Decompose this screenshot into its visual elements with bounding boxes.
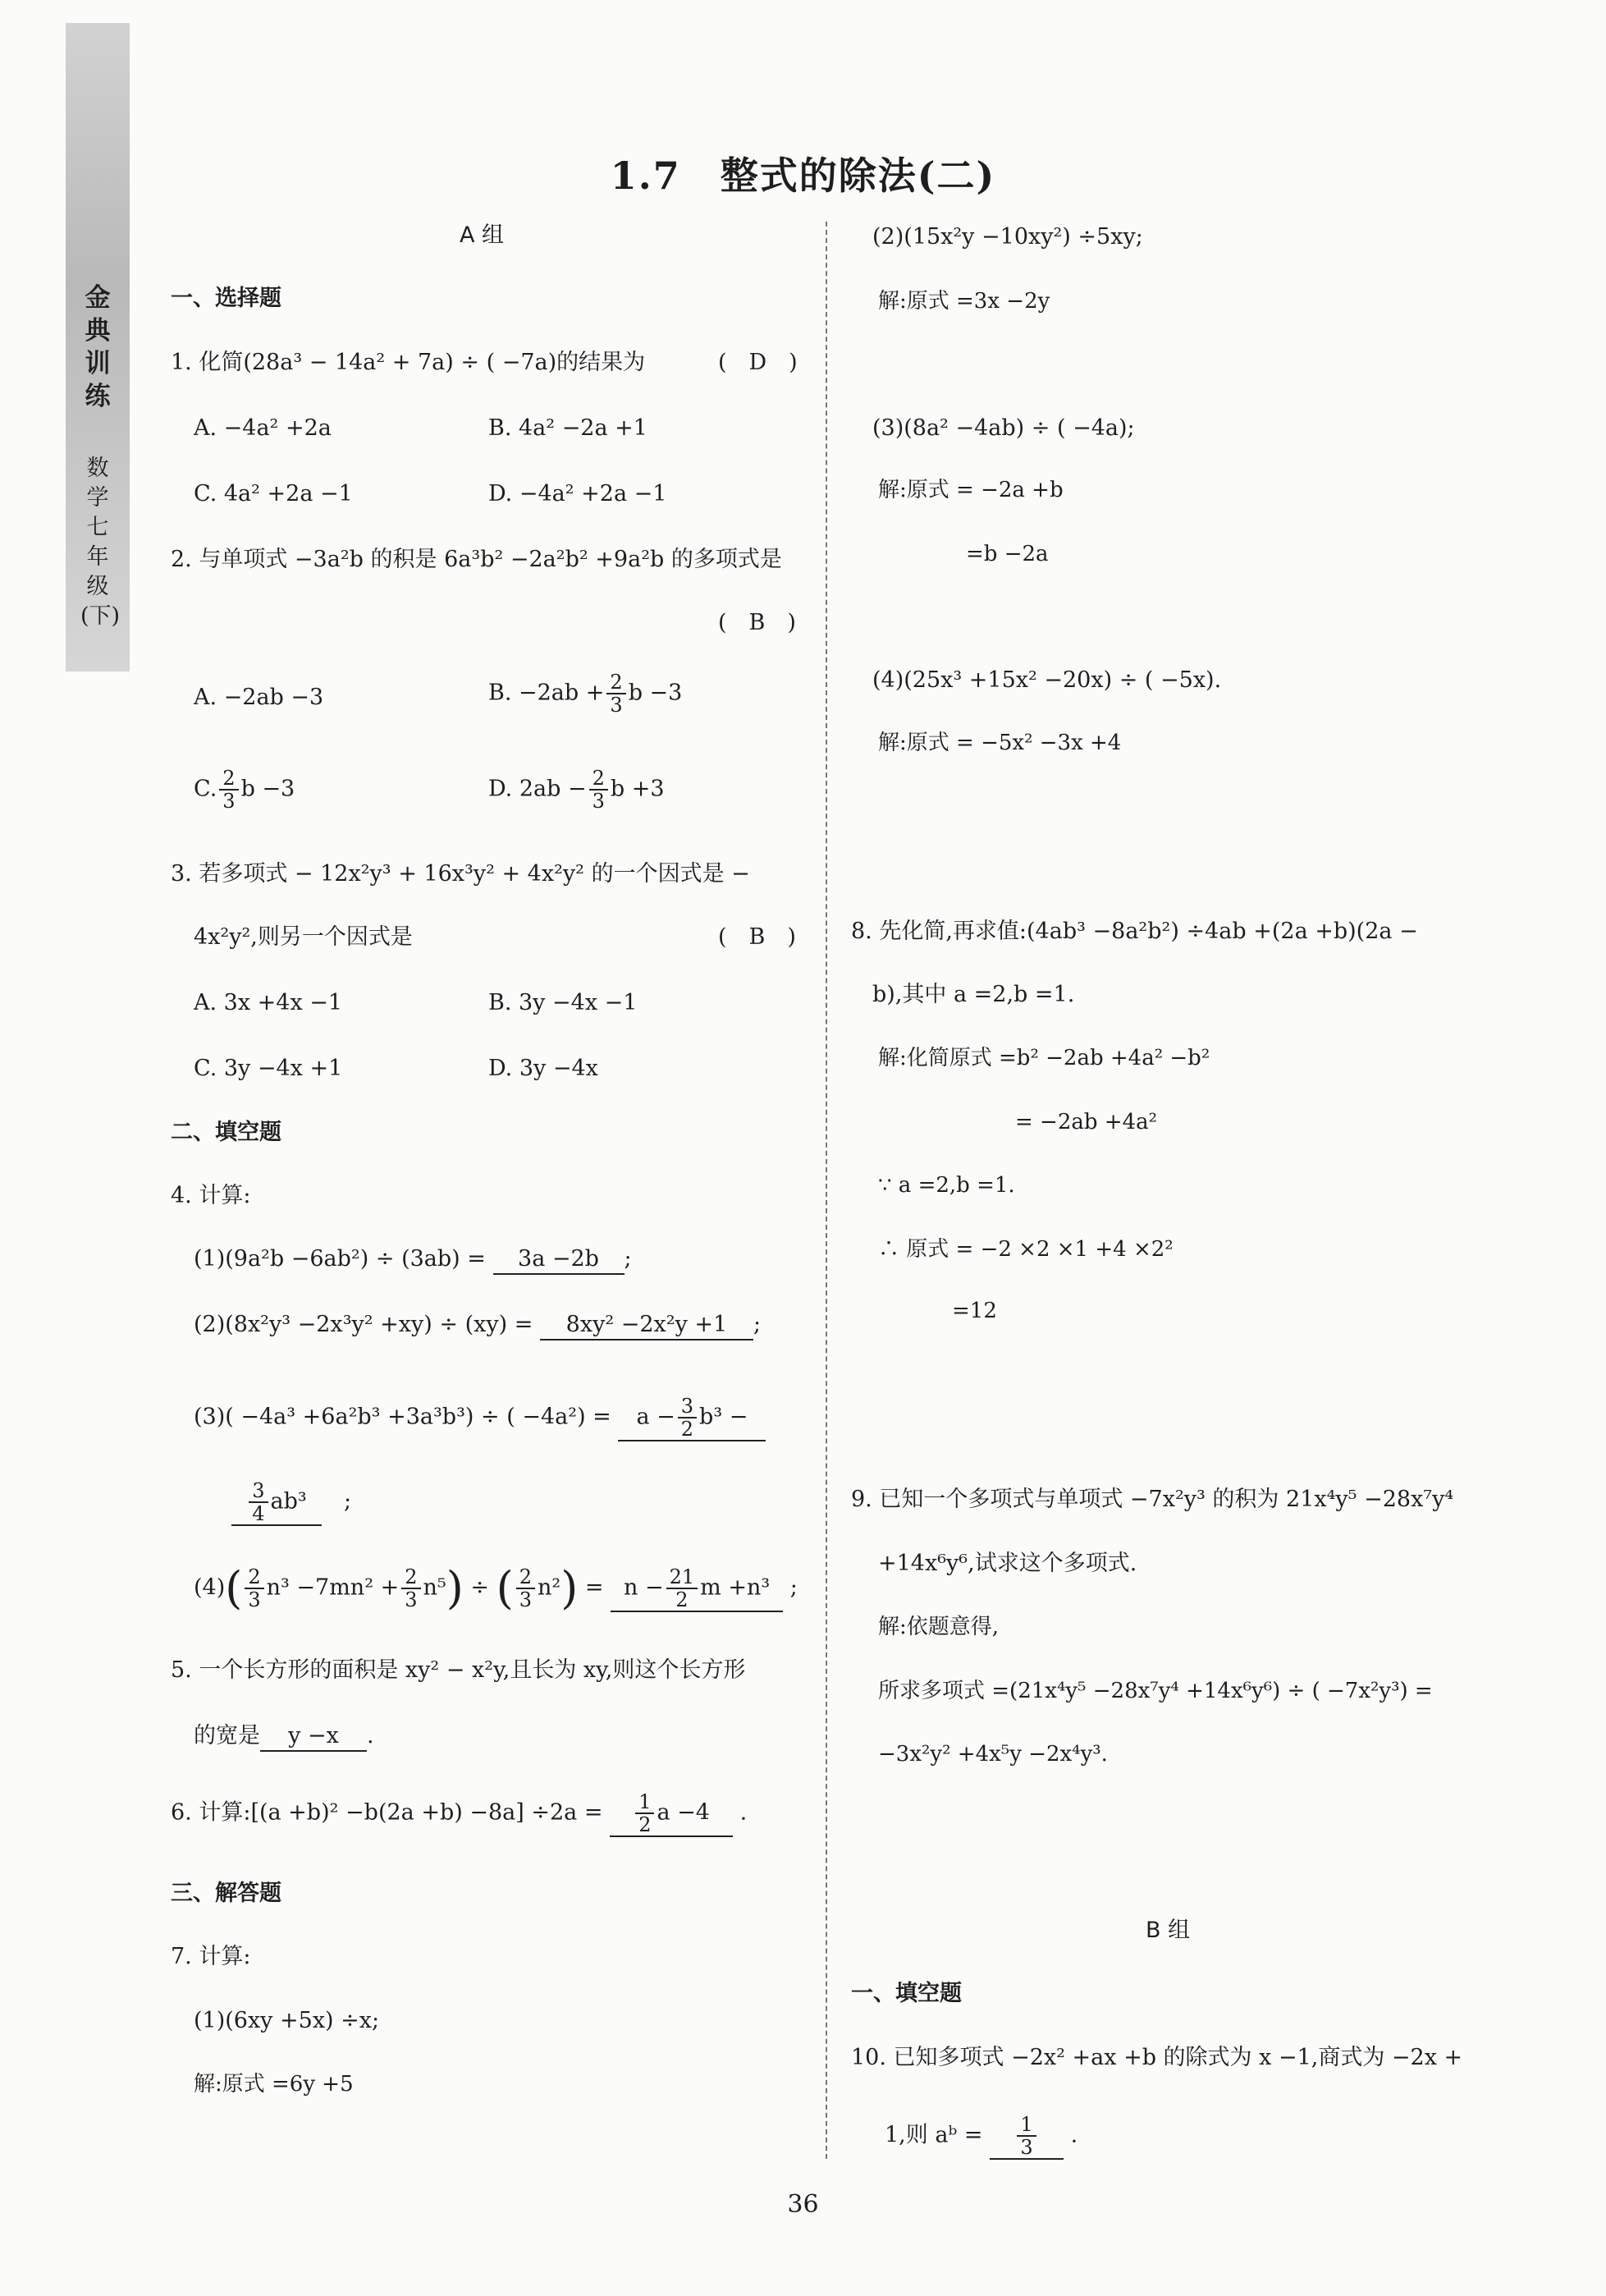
q7-stem: 7. 计算: bbox=[171, 1944, 251, 1969]
q2-option-a: A. −2ab −3 bbox=[194, 685, 324, 710]
q8-solution-line5: =12 bbox=[952, 1299, 997, 1323]
q1-option-d: D. −4a² +2a −1 bbox=[488, 481, 667, 506]
q8-solution-line4: ∴ 原式 = −2 ×2 ×1 +4 ×2² bbox=[878, 1237, 1174, 1262]
q7-part1: (1)(6xy +5x) ÷x; bbox=[194, 2008, 380, 2033]
q2-option-c: C. $\frac{2}{3}$ b −3 bbox=[194, 767, 295, 813]
q3-option-c: C. 3y −4x +1 bbox=[194, 1056, 343, 1081]
q4-part2-answer: 8xy² −2x²y +1 bbox=[540, 1311, 753, 1340]
q3-option-b: B. 3y −4x −1 bbox=[488, 990, 638, 1015]
group-a-label: A 组 bbox=[460, 222, 505, 248]
q9-stem-line1: 9. 已知一个多项式与单项式 −7x²y³ 的积为 21x⁴y⁵ −28x⁷y⁴ bbox=[851, 1487, 1454, 1512]
q4-part3-answer: a − $\frac{3}{2}$ b³ − bbox=[618, 1395, 766, 1441]
q7-part3-solution-line1: 解:原式 = −2a +b bbox=[878, 478, 1064, 502]
group-b-label: B 组 bbox=[1146, 1918, 1191, 1943]
q8-stem-line1: 8. 先化简,再求值:(4ab³ −8a²b²) ÷4ab +(2a +b)(2a − bbox=[851, 919, 1418, 944]
sidebar-strip bbox=[66, 23, 130, 671]
q1-option-a: A. −4a² +2a bbox=[194, 415, 332, 441]
q3-option-d: D. 3y −4x bbox=[488, 1056, 598, 1081]
q1-stem: 1. 化简(28a³ − 14a² + 7a) ÷ ( −7a)的结果为 bbox=[171, 350, 646, 375]
q10-stem-line2: 1,则 aᵇ = $\frac{1}{3}$ . bbox=[885, 2113, 1078, 2159]
q1-option-b: B. 4a² −2a +1 bbox=[488, 415, 647, 441]
q2-stem: 2. 与单项式 −3a²b 的积是 6a³b² −2a²b² +9a²b 的多项式是 bbox=[171, 547, 782, 572]
q5-stem-line1: 5. 一个长方形的面积是 xy² − x²y,且长为 xy,则这个长方形 bbox=[171, 1657, 746, 1683]
q9-solution-line1: 解:依题意得, bbox=[878, 1615, 1000, 1639]
sidebar-brand: 金典训练 bbox=[85, 283, 111, 411]
section-choice: 一、选择题 bbox=[171, 286, 281, 311]
sidebar-subject: 数学 七年级(下) bbox=[80, 456, 121, 629]
q8-solution-line1: 解:化简原式 =b² −2ab +4a² −b² bbox=[878, 1046, 1210, 1070]
q7-part3: (3)(8a² −4ab) ÷ ( −4a); bbox=[872, 415, 1135, 441]
q7-part2-solution: 解:原式 =3x −2y bbox=[878, 289, 1050, 314]
q9-solution-line3: −3x²y² +4x⁵y −2x⁴y³. bbox=[878, 1742, 1108, 1767]
section-solve: 三、解答题 bbox=[171, 1881, 281, 1906]
q8-solution-line3: ∵ a =2,b =1. bbox=[878, 1173, 1015, 1198]
q4-part4: (4)( $\frac{2}{3}$ n³ −7mn² + $\frac{2}{3}$ n⁵) ÷ ( $\frac{2}{3}$ n²) = n − $\frac{21}{2}$ m +n³ ; bbox=[194, 1562, 798, 1614]
q2-option-b: B. −2ab + $\frac{2}{3}$ b −3 bbox=[488, 671, 683, 717]
q1-option-c: C. 4a² +2a −1 bbox=[194, 481, 353, 506]
page-title: 1.7 整式的除法(二) bbox=[610, 154, 996, 198]
q5-answer: y −x bbox=[260, 1722, 367, 1752]
q3-option-a: A. 3x +4x −1 bbox=[194, 990, 343, 1015]
q9-solution-line2: 所求多项式 =(21x⁴y⁵ −28x⁷y⁴ +14x⁶y⁶) ÷ ( −7x²y³) = bbox=[878, 1679, 1433, 1703]
q10-stem-line1: 10. 已知多项式 −2x² +ax +b 的除式为 x −1,商式为 −2x + bbox=[851, 2045, 1463, 2070]
q3-stem-line2: 4x²y²,则另一个因式是 bbox=[194, 924, 413, 950]
q4-part1-answer: 3a −2b bbox=[493, 1245, 625, 1275]
q7-part2: (2)(15x²y −10xy²) ÷5xy; bbox=[872, 224, 1143, 250]
q10-answer: $\frac{1}{3}$ bbox=[990, 2114, 1064, 2160]
q2-answer: ( B ) bbox=[718, 610, 796, 635]
q9-stem-line2: +14x⁶y⁶,试求这个多项式. bbox=[878, 1551, 1137, 1576]
q7-part1-solution: 解:原式 =6y +5 bbox=[194, 2072, 354, 2097]
q8-stem-line2: b),其中 a =2,b =1. bbox=[872, 982, 1075, 1007]
column-divider bbox=[826, 222, 827, 2159]
section-fill: 二、填空题 bbox=[171, 1120, 281, 1145]
q6-stem: 6. 计算:[(a +b)² −b(2a +b) −8a] ÷2a = $\frac{1}{2}$ a −4 . bbox=[171, 1790, 748, 1836]
q4-stem: 4. 计算: bbox=[171, 1183, 251, 1208]
q5-stem-line2: 的宽是 y −x . bbox=[194, 1722, 374, 1752]
q4-part4-answer: n − $\frac{21}{2}$ m +n³ bbox=[611, 1566, 783, 1612]
section-b-fill: 一、填空题 bbox=[851, 1981, 962, 2006]
page-number: 36 bbox=[787, 2190, 819, 2219]
q3-stem-line1: 3. 若多项式 − 12x²y³ + 16x³y² + 4x²y² 的一个因式是 − bbox=[171, 861, 750, 887]
q4-part3: (3)( −4a³ +6a²b³ +3a³b³) ÷ ( −4a²) = a − $\frac{3}{2}$ b³ − bbox=[194, 1395, 766, 1441]
q7-part4: (4)(25x³ +15x² −20x) ÷ ( −5x). bbox=[872, 667, 1222, 693]
q6-answer: $\frac{1}{2}$ a −4 bbox=[610, 1791, 733, 1837]
q7-part3-solution-line2: =b −2a bbox=[966, 542, 1049, 566]
q3-answer: ( B ) bbox=[718, 924, 796, 950]
q1-answer: ( D ) bbox=[718, 350, 798, 375]
q2-option-d: D. 2ab − $\frac{2}{3}$ b +3 bbox=[488, 767, 665, 813]
q8-solution-line2: = −2ab +4a² bbox=[1015, 1110, 1158, 1134]
q4-part1: (1)(9a²b −6ab²) ÷ (3ab) = 3a −2b ; bbox=[194, 1245, 632, 1275]
q7-part4-solution: 解:原式 = −5x² −3x +4 bbox=[878, 731, 1122, 755]
q4-part2: (2)(8x²y³ −2x³y² +xy) ÷ (xy) = 8xy² −2x²y +1 ; bbox=[194, 1311, 761, 1340]
q4-part3-continued: $\frac{3}{4}$ ab³ ; bbox=[231, 1480, 351, 1526]
